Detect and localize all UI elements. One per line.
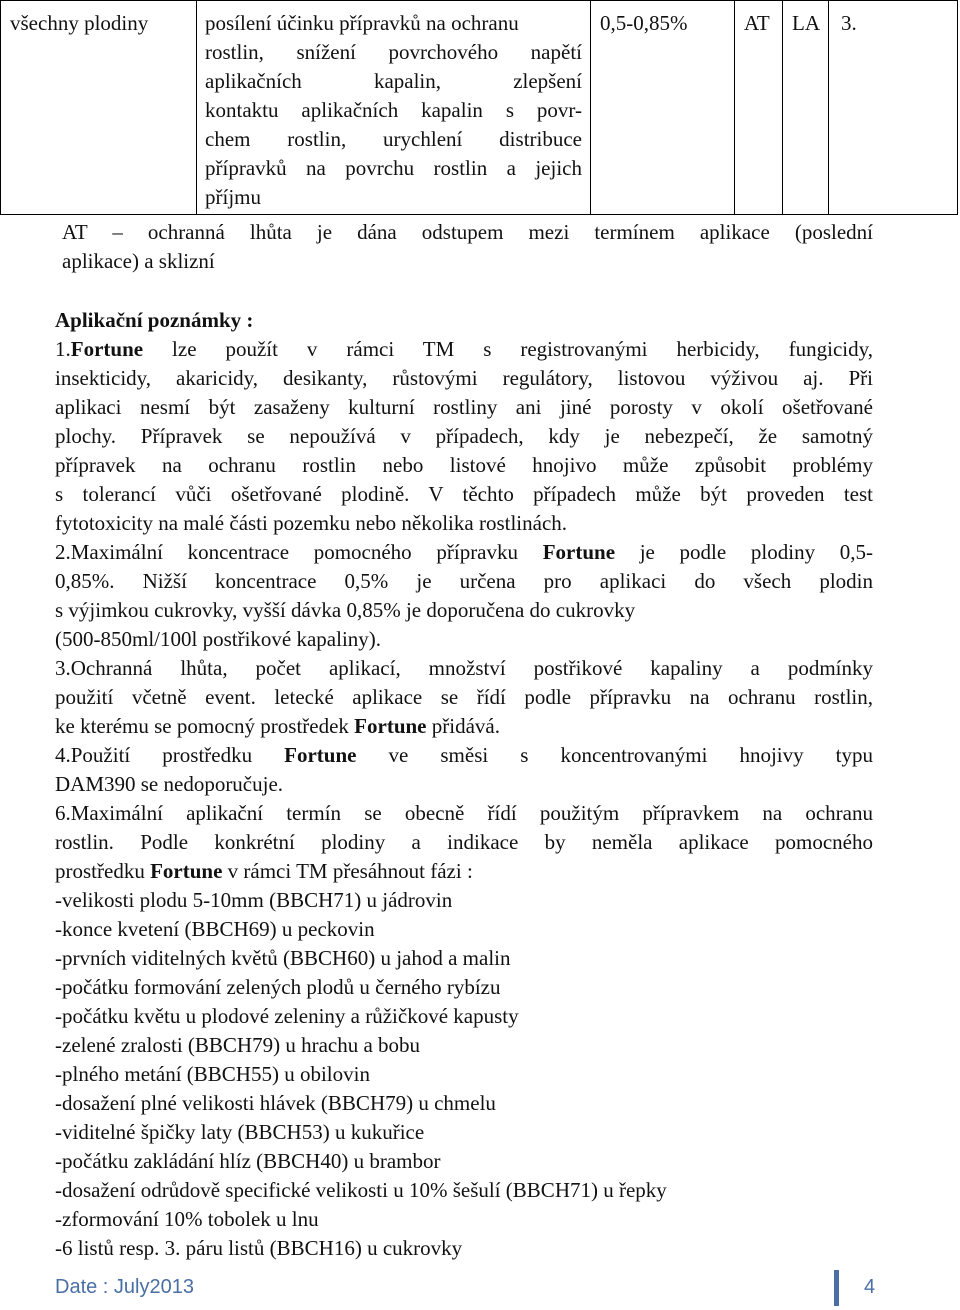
note-1-line: fytotoxicity na malé části pozemku nebo několika rostlinách. [55, 511, 568, 535]
stage-item: -6 listů resp. 3. páru listů (BBCH16) u cukrovky [55, 1236, 463, 1260]
stage-item: -viditelné špičky laty (BBCH53) u kukuřice [55, 1120, 425, 1144]
la-text: LA [792, 11, 820, 35]
note-1-line: aplikaci nesmí být zasaženy kulturní rostliny ani jiné porosty v okolí ošetřované [55, 395, 873, 419]
at-note-line: aplikace) a sklizní [62, 249, 215, 273]
note-2-line: (500-850ml/100l postřikové kapaliny). [55, 627, 382, 651]
note-text: přidává. [426, 714, 500, 738]
note-text: je podle plodiny 0,5- [615, 540, 873, 564]
note-6-line: rostlin. Podle konkrétní plodiny a indikace by neměla aplikace pomocného [55, 830, 873, 854]
at-cell [735, 1, 783, 214]
note-text: ke kterému se pomocný prostředek [55, 714, 355, 738]
note-1-line: plochy. Přípravek se nepoužívá v případech, kdy je nebezpečí, že samotný [55, 424, 873, 448]
note-number: 1. [55, 337, 71, 361]
note-text: v rámci TM přesáhnout fázi : [222, 859, 473, 883]
stage-item: -prvních viditelných květů (BBCH60) u jahod a malin [55, 946, 511, 970]
product-name: Fortune [354, 714, 427, 738]
note-2-line [55, 538, 873, 567]
note-1-line: insekticidy, akaricidy, desikanty, růstovými regulátory, listovou výživou aj. Při [55, 366, 873, 390]
note-4-line [55, 741, 873, 770]
note-3-line [55, 712, 873, 741]
stage-item: -počátku formování zelených plodů u černého rybízu [55, 975, 501, 999]
note-6-line: 6.Maximální aplikační termín se obecně řídí použitým přípravkem na ochranu [55, 801, 873, 825]
purpose-line: rostlin, snížení povrchového napětí [205, 40, 582, 64]
purpose-line: posílení účinku přípravků na ochranu [205, 11, 519, 35]
at-note-line: AT – ochranná lhůta je dána odstupem mezi termínem aplikace (poslední [62, 220, 873, 244]
note-text: lze použít v rámci TM s registrovanými herbicidy, fungicidy, [143, 337, 873, 361]
note-4-line: DAM390 se nedoporučuje. [55, 772, 284, 796]
note-text: 2.Maximální koncentrace pomocného přípravku [55, 540, 543, 564]
purpose-line: přípravků na povrchu rostlin a jejich [205, 156, 582, 180]
dose-text: 0,5-0,85% [600, 11, 688, 35]
product-name: Fortune [150, 859, 223, 883]
stage-item: -počátku květu u plodové zeleniny a růžičkové kapusty [55, 1004, 519, 1028]
purpose-line: chem rostlin, urychlení distribuce [205, 127, 582, 151]
purpose-line: kontaktu aplikačních kapalin s povr- [205, 98, 582, 122]
purpose-cell [197, 1, 591, 214]
stage-item: -plného metání (BBCH55) u obilovin [55, 1062, 370, 1086]
purpose-line: příjmu [205, 185, 261, 209]
at-text: AT [744, 11, 770, 35]
note-text: 4.Použití prostředku [55, 743, 285, 767]
note-6-line [55, 857, 873, 886]
product-name: Fortune [542, 540, 616, 564]
stage-item: -konce kvetení (BBCH69) u peckovin [55, 917, 375, 941]
note-text: prostředku [55, 859, 151, 883]
stage-item: -dosažení odrůdově specifické velikosti u 10% šešulí (BBCH71) u řepky [55, 1178, 667, 1202]
stage-item: -počátku zakládání hlíz (BBCH40) u brambor [55, 1149, 441, 1173]
note-1-line: přípravek na ochranu rostlin nebo listové hnojivo může způsobit problémy [55, 453, 873, 477]
note-cell [829, 1, 957, 214]
note-text: ve směsi s koncentrovanými hnojivy typu [356, 743, 873, 767]
note-3-line: 3.Ochranná lhůta, počet aplikací, množství postřikové kapaliny a podmínky [55, 656, 873, 680]
stage-item: -velikosti plodu 5-10mm (BBCH71) u jádrovin [55, 888, 453, 912]
product-name: Fortune [70, 337, 144, 361]
note-2-line: 0,85%. Nižší koncentrace 0,5% je určena pro aplikaci do všech plodin [55, 569, 873, 593]
purpose-line: aplikačních kapalin, zlepšení [205, 69, 582, 93]
stage-item: -zelené zralosti (BBCH79) u hrachu a bobu [55, 1033, 421, 1057]
crop-cell [1, 1, 197, 214]
product-table [0, 0, 958, 215]
notes-heading: Aplikační poznámky : [55, 308, 254, 332]
crop-text: všechny plodiny [10, 11, 149, 35]
note-1-line [55, 335, 873, 364]
footer-date: Date : July2013 [55, 1276, 194, 1298]
page-number: 4 [864, 1276, 876, 1298]
stage-item: -zformování 10% tobolek u lnu [55, 1207, 319, 1231]
product-name: Fortune [284, 743, 357, 767]
la-cell [783, 1, 829, 214]
note-3-line: použití včetně event. letecké aplikace se řídí podle přípravku na ochranu rostlin, [55, 685, 873, 709]
note-2-line: s výjimkou cukrovky, vyšší dávka 0,85% je doporučena do cukrovky [55, 598, 636, 622]
note-num-text: 3. [841, 11, 857, 35]
stage-item: -dosažení plné velikosti hlávek (BBCH79) u chmelu [55, 1091, 496, 1115]
dose-cell [591, 1, 735, 214]
note-1-line: s tolerancí vůči ošetřované plodině. V těchto případech může být proveden test [55, 482, 873, 506]
footer-divider [834, 1270, 839, 1306]
